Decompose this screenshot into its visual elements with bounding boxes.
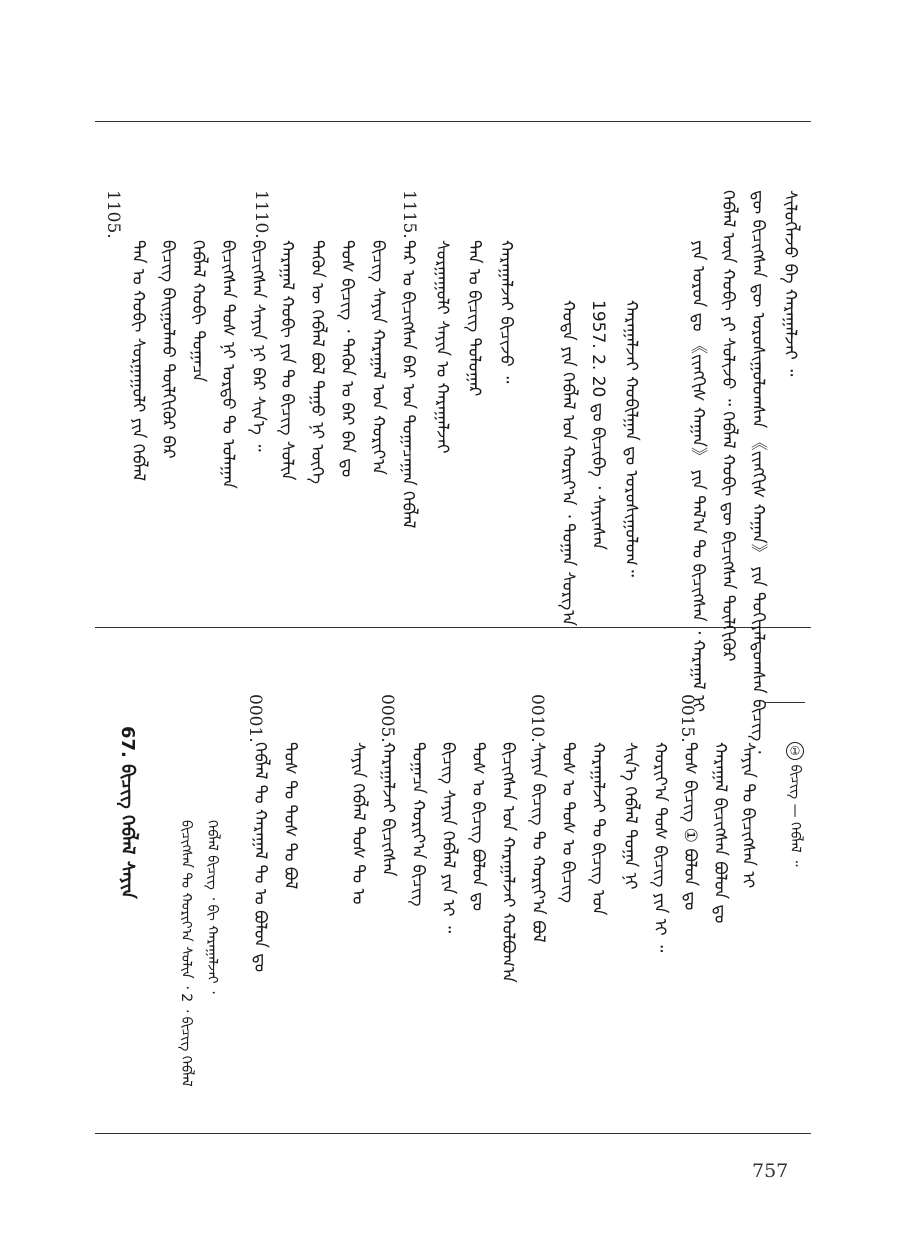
verse-line: ᠲᠤᠰ ᠲᠤ ᠲᠤᠰ ᠲᠤ ᠪᠣᠯ [280,742,300,890]
verse-number: 0001. [245,694,265,743]
page-number: 757 [752,1160,789,1182]
verse-line: ᠲᠤᠰ ᠪᠢᠴᠢᠭ ᠂ ᠲᠡᠭᠦᠨ ᠤ ᠪᠠᠷ ᠪᠠᠨ ᠳᠤ [337,240,357,478]
verse-number: 1105. [103,190,123,239]
top-rule [95,121,811,122]
verse-line: ᠪᠢᠴᠢᠭ ᠰᠠᠶᠢᠨ ᠬᠠᠷᠠᠭᠠᠯ ᠤᠨ ᠬᠣᠷᠢᠶ᠎ᠠ [368,240,388,475]
footnote [785,742,805,866]
intro-line: ᠶᠢᠨ ᠣᠷᠣᠨ ᠳᠤ 《ᠵᠢᠩᠭᠢᠰ ᠬᠠᠭᠠᠨ》 ᠶᠢᠨ ᠲᠠᠯ᠎ᠠ ᠲᠤ ᠪᠢᠴᠢᠭᠰᠡᠨ ᠂ ᠬᠠᠷᠠᠭᠠᠯ ᠢ [688,240,708,712]
verse-line: ᠬᠠᠷᠠᠭᠠᠯᠵᠠᠢ ᠪᠢᠴᠢᠵᠦ ᠃ [496,240,516,384]
footnote-text: ᠪᠢᠴᠢᠭ — ᠬᠡᠪᠯᠡᠯ ᠃ [787,764,803,867]
intro-line: ᠳᠦ ᠪᠢᠴᠢᠭᠰᠡᠨ ᠳᠦ ᠣᠷᠣᠰᠢᠭᠤᠯᠤᠭᠰᠠᠨ 《ᠵᠢᠩᠭᠢᠰ ᠬᠠᠭᠠᠨ》 ᠶᠢᠨ ᠲᠣᠬᠢᠶᠠᠯᠳᠤᠭᠰᠠᠨ ᠪᠢᠴᠢᠭ ᠂ [748,190,768,754]
verse-number: 1115. [399,190,419,239]
intro-line: ᠬᠡᠪᠯᠡᠯ ᠦᠨ ᠬᠤᠪᠢ ᠶᠢ ᠰᠣᠯᠢᠵᠤ ᠃ ᠬᠡᠪᠯᠡᠯ ᠬᠤᠪᠢ ᠳᠦ ᠪᠢᠴᠢᠭᠰᠡᠨ ᠲᠦᠯᠬᠢᠭᠦᠷ [718,190,738,662]
source-line: ᠬᠡᠪᠯᠡᠯ ᠪᠢᠴᠢᠭ ᠂ ᠪᠢ ᠬᠠᠷᠠᠭᠠᠯᠵᠠᠢ ᠂ [204,820,220,994]
verse-line: ᠰᠤᠷᠭᠠᠭᠤᠯᠢ ᠰᠠᠶᠢᠨ ᠤ ᠬᠠᠷᠠᠭᠠᠯᠵᠠᠢ [432,240,452,454]
signature-place-line: ᠬᠣᠲᠠ ᠶᠢᠨ ᠬᠡᠪᠯᠡᠯ ᠤᠨ ᠬᠣᠷᠢᠶ᠎ᠠ ᠂ ᠲᠣᠭᠠᠨ ᠰᠤᠷᠭ᠎ᠠ [558,300,578,626]
verse-line: ᠪᠢᠴᠢᠭᠰᠡᠨ ᠤᠨ ᠬᠠᠷᠠᠭᠠᠯᠵᠠᠢ ᠬᠣᠯᠪᠣᠭ᠎ᠠ [498,742,518,983]
verse-line: ᠪᠢᠴᠢᠭᠰᠡᠨ ᠲᠤᠰ ᠨᠢ ᠤᠷᠲᠤ ᠲᠤ ᠤᠯᠠᠭᠠᠨ [218,240,238,489]
verse-line: ᠬᠡᠪᠯᠡᠯ ᠲᠤ ᠬᠠᠷᠠᠭᠠᠯ ᠲᠤ ᠤ ᠪᠣᠯᠤᠨ ᠳᠤ [250,742,270,973]
bottom-rule [95,1133,811,1134]
verse-number: 0010. [527,694,547,743]
verse-line: ᠬᠡᠪᠯᠡᠯ ᠬᠤᠪᠢ ᠲᠣᠭᠠᠴᠠ [188,240,208,383]
signature-date-line: 1957. 2. 20 ᠳᠤ ᠪᠢᠴᠢᠪᠡ ᠂ ᠰᠠᠶᠢᠨᠰᠠᠨ [588,300,608,551]
verse-line: ᠲᠣᠭᠠᠴᠠ ᠬᠣᠷᠢᠶ᠎ᠠ ᠪᠢᠴᠢᠭ [408,742,428,907]
verse-line: ᠰᠠᠶᠢᠨ ᠪᠢᠴᠢᠭ ᠲᠤ ᠬᠣᠷᠢᠶ᠎ᠠ ᠪᠣᠯ [528,742,548,943]
verse-line: ᠪᠢᠴᠢᠭᠰᠡᠨ ᠰᠠᠶᠢᠨ ᠨᠢ ᠪᠠᠷ ᠰᠢᠨ᠎ᠡ ᠃ [248,240,268,452]
signature-line: ᠬᠠᠷᠠᠭᠠᠯᠵᠠᠢ ᠬᠤᠪᠢᠯᠭᠠᠨ ᠳᠤ ᠣᠷᠣᠰᠢᠭᠤᠯᠤᠭ᠃ [621,300,641,577]
verse-line: ᠰᠠᠶᠢᠨ ᠲᠤ ᠪᠢᠴᠢᠭᠰᠡᠨ ᠢ [738,742,758,889]
verse-line: ᠲᠤᠰ ᠤ ᠲᠤᠰ ᠤ ᠪᠢᠴᠢᠭ [558,742,578,903]
verse-line: ᠲᠠᠨ ᠤ ᠪᠢᠴᠢᠭ ᠲᠤᠯᠤᠭᠠᠷ [464,240,484,397]
verse-line: ᠲᠡᠭᠦᠨ ᠦ ᠬᠡᠪᠯᠡᠯ ᠪᠣᠯ ᠳᠠᠭᠤ ᠨᠢ ᠦᠭᠡ [307,240,327,485]
verse-line: ᠰᠠᠶᠢᠨ ᠬᠡᠪᠯᠡᠯ ᠲᠤᠰ ᠲᠤ ᠤ [348,742,368,905]
verse-line: ᠬᠣᠷᠢᠶ᠎ᠠ ᠲᠤᠰ ᠪᠢᠴᠢᠭ ᠶᠢᠨ ᠢ ᠃ [650,742,670,953]
verse-line: ᠲᠠᠨ ᠤ ᠬᠤᠪᠢ ᠰᠤᠷᠭᠠᠭᠤᠯᠢ ᠶᠢᠨ ᠬᠡᠪᠯᠡᠯ [128,240,148,482]
source-line: ᠪᠢᠴᠢᠭᠰᠡᠨ ᠲᠤ ᠬᠣᠷᠢᠶ᠎ᠠ ᠰᠣᠯᠢᠨ ᠂ 2 ᠂ ᠪᠢᠴᠢᠭ ᠬᠡᠪᠯᠡᠯ [178,820,194,1087]
footnote-separator [765,702,805,703]
verse-number: 0005. [377,694,397,743]
verse-number: 0015. [677,694,697,743]
chapter-heading: 67. ᠪᠢᠴᠢᠭ ᠬᠡᠪᠯᠡᠯ ᠰᠠᠶᠢᠨ [117,726,138,899]
verse-line: ᠬᠠᠷᠠᠭᠠᠯ ᠪᠢᠴᠢᠭᠰᠡᠨ ᠪᠣᠯᠤᠨ ᠳᠤ [710,742,730,924]
verse-line: ᠬᠠᠷᠠᠭᠠᠯᠵᠠᠢ ᠪᠢᠴᠢᠭᠰᠡᠨ [378,742,398,877]
verse-line: ᠬᠠᠷᠠᠭᠠᠯᠵᠠᠢ ᠲᠤ ᠪᠢᠴᠢᠭ ᠤᠨ [588,742,608,916]
verse-line: ᠬᠠᠷᠠᠭᠠᠯ ᠬᠤᠪᠢ ᠶᠢᠨ ᠲᠤ ᠪᠢᠴᠢᠭ ᠰᠣᠯᠢᠨ [277,240,297,481]
verse-line: ᠲᠡᠷ ᠤ ᠪᠢᠴᠢᠭᠰᠡᠨ ᠪᠠᠷ ᠤᠨ ᠲᠣᠭᠠᠴᠠᠭᠠᠨ ᠬᠡᠪᠯᠡᠯ [398,240,418,529]
intro-line: ᠰᠢᠯᠦᠭᠯᠡᠵᠦ ᠪᠠ ᠬᠠᠷᠠᠭᠠᠯᠵᠠᠢ ᠃ [780,190,800,377]
footnote-marker: ① [786,742,804,760]
verse-line: ᠰᠢᠨ᠎ᠡ ᠬᠡᠪᠯᠡᠯ ᠲᠣᠭᠠ ᠨᠢ [620,742,640,890]
verse-number: 1110. [251,190,271,239]
verse-line: ᠲᠤᠰ ᠪᠢᠴᠢᠭ ① ᠪᠣᠯᠤᠨ ᠳᠤ [680,742,700,911]
verse-line: ᠪᠢᠴᠢᠭ ᠰᠠᠶᠢᠨ ᠬᠡᠪᠯᠡᠯ ᠶᠢᠨ ᠢ ᠃ [438,742,458,934]
verse-line: ᠪᠢᠴᠢᠭ ᠪᠠᠢᠭᠤᠯᠬᠤ ᠲᠦᠯᠬᠢᠭᠦᠷ ᠪᠠᠷ [158,240,178,459]
verse-line: ᠲᠤᠰ ᠤ ᠪᠢᠴᠢᠭ ᠪᠣᠯᠤᠨ ᠳᠤ [468,742,488,911]
